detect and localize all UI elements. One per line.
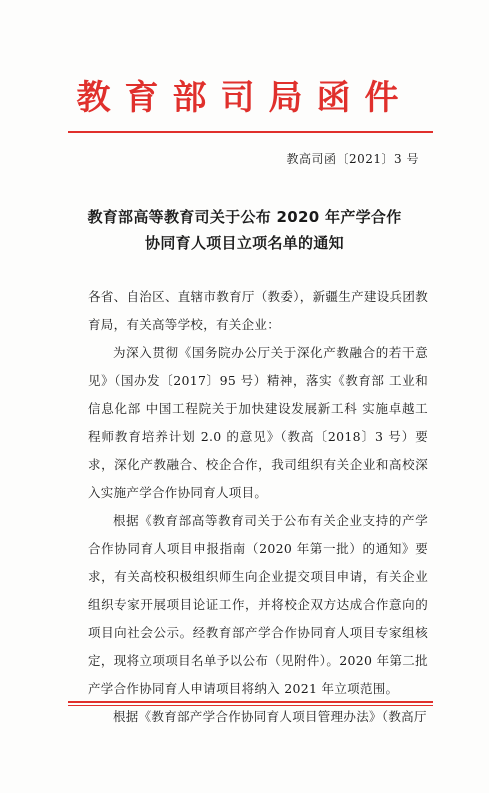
notice-title-line-2: 协同育人项目立项名单的通知	[145, 234, 344, 252]
body-paragraph-2: 根据《教育部高等教育司关于公布有关企业支持的产学合作协同育人项目申报指南（2020 年第一批）的通知》要求，有关高校积极组织师生向企业提交项目申请，有关企业组织专家开展项目论证工作，并将校企双方达成合作意向的项目向社会公示。经教育部产学合作协同育人项目专家组核定，现将立项项目名单予以公布（见附件）。2020 年第二批产学合作协同育人申请项目将纳入 2021 年立项范围。	[88, 513, 428, 696]
body-paragraph-1: 为深入贯彻《国务院办公厅关于深化产教融合的若干意见》（国办发〔2017〕95 号）精神，落实《教育部 工业和信息化部 中国工程院关于加快建设发展新工科 实施卓越工程师教育培养计划 2.0 的意见》（教高〔2018〕3 号）要求，深化产教融合、校企合作，我司组织有关企业和高校深入实施产学合作协同育人项目。	[88, 345, 428, 500]
letterhead-title: 教育部司局函件	[76, 78, 413, 118]
notice-title	[0, 204, 489, 256]
document-body	[88, 283, 428, 731]
footer-red-rule-thick	[68, 701, 433, 703]
document-number: 教高司函〔2021〕3 号	[286, 152, 419, 166]
salutation: 各省、自治区、直辖市教育厅（教委），新疆生产建设兵团教育局，有关高等学校，有关企业：	[88, 289, 428, 332]
notice-title-line-1: 教育部高等教育司关于公布 2020 年产学合作	[87, 208, 402, 226]
footer-red-rule-thin	[68, 705, 433, 706]
letterhead-red-rule	[68, 131, 433, 133]
body-paragraph-3: 根据《教育部产学合作协同育人项目管理办法》（教高厅	[113, 709, 427, 724]
